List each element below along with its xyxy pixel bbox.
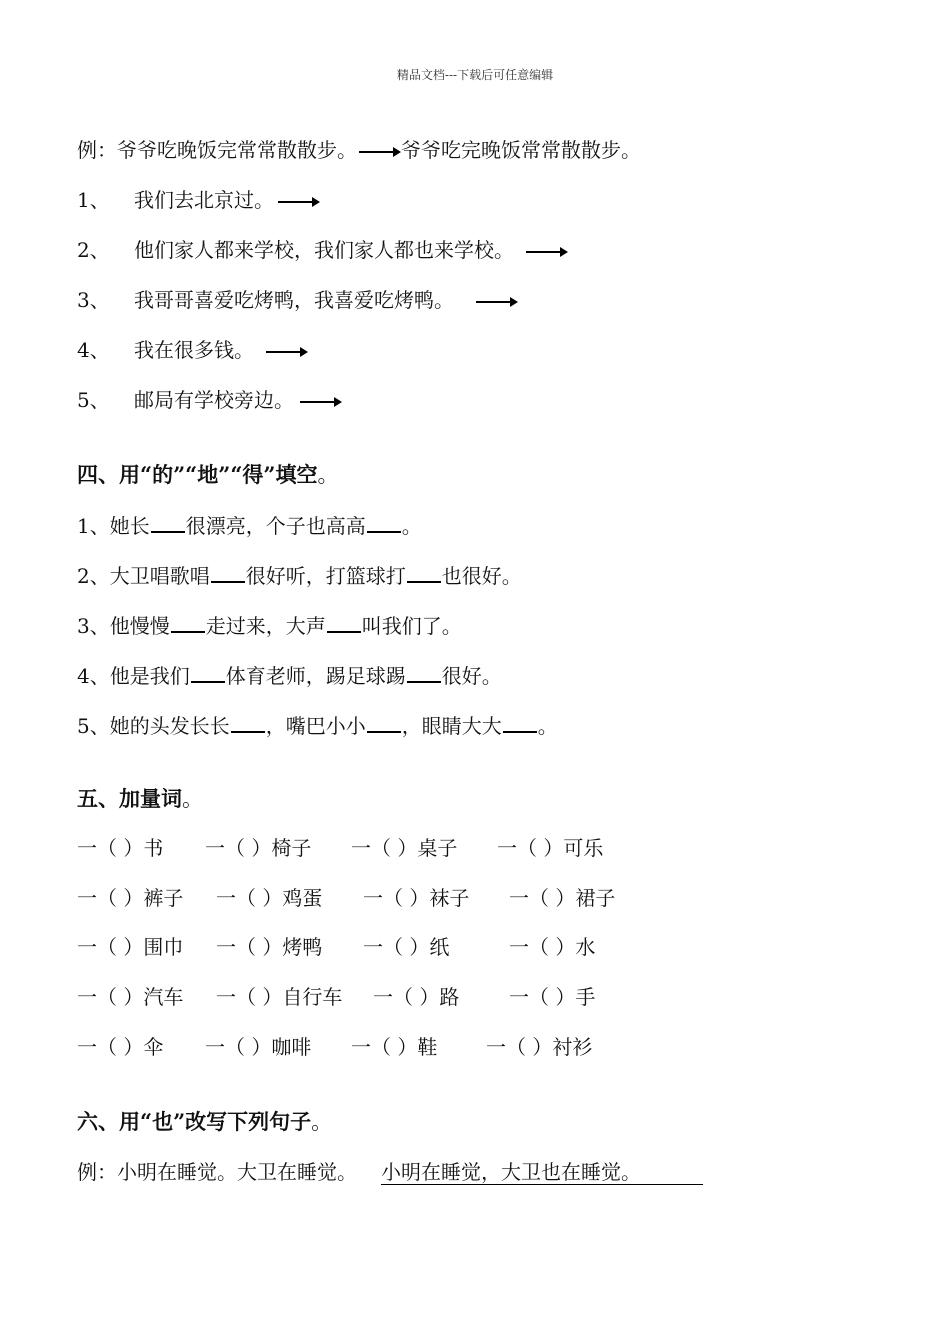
blank-line[interactable]	[367, 511, 401, 533]
text-part: 也很好。	[441, 564, 522, 588]
text-part: 很漂亮，个子也高高	[185, 514, 366, 538]
text-part: ，嘴巴小小	[265, 714, 366, 738]
example-prefix: 例：	[77, 138, 117, 162]
fill-blank-item	[77, 661, 502, 689]
example-answer: 小明在睡觉，大卫也在睡觉。	[381, 1160, 703, 1185]
item-number: 5、	[77, 388, 110, 412]
fill-blank-item	[77, 611, 462, 639]
correction-item	[77, 236, 566, 264]
correction-item	[77, 386, 340, 414]
measure-word-row	[77, 983, 595, 1011]
section-title-text: 五、加量词	[77, 786, 182, 811]
measure-word-item: 一（ ）水	[509, 935, 596, 959]
item-text: 邮局有学校旁边。	[134, 388, 294, 412]
blank-line[interactable]	[367, 711, 401, 733]
arrow-icon	[476, 301, 516, 303]
correction-item	[77, 336, 306, 364]
measure-word-item: 一（ ）裤子	[77, 886, 184, 910]
text-part: 很好听，打篮球打	[245, 564, 406, 588]
item-text: 我哥哥喜爱吃烤鸭，我喜爱吃烤鸭。	[134, 288, 454, 312]
measure-word-item: 一（ ）桌子	[351, 836, 458, 860]
example-corrected: 爷爷吃完晚饭常常散散步。	[401, 138, 641, 162]
text-part: 很好。	[441, 664, 502, 688]
arrow-icon	[300, 401, 340, 403]
fill-blank-item	[77, 511, 422, 539]
measure-word-row	[77, 1033, 592, 1061]
text-part: 体育老师，踢足球踢	[225, 664, 406, 688]
item-text: 我在很多钱。	[134, 338, 254, 362]
text-part: 3、他慢慢	[77, 614, 170, 638]
measure-word-item: 一（ ）纸	[363, 935, 450, 959]
blank-line[interactable]	[407, 661, 441, 683]
fill-blank-item	[77, 561, 522, 589]
measure-word-item: 一（ ）鞋	[351, 1035, 438, 1059]
measure-word-item: 一（ ）裙子	[509, 886, 616, 910]
blank-line[interactable]	[211, 561, 245, 583]
item-text: 我们去北京过。	[134, 188, 274, 212]
blank-line[interactable]	[171, 611, 205, 633]
blank-line[interactable]	[191, 661, 225, 683]
measure-word-item: 一（ ）咖啡	[205, 1035, 312, 1059]
page-header: 精品文档---下载后可任意编辑	[396, 68, 554, 82]
measure-word-item: 一（ ）书	[77, 836, 164, 860]
arrow-icon	[359, 151, 399, 153]
measure-word-row	[77, 933, 595, 961]
section-title-punct: 。	[317, 463, 339, 487]
arrow-icon	[526, 251, 566, 253]
fill-blank-item	[77, 711, 558, 739]
arrow-icon	[266, 351, 306, 353]
measure-word-item: 一（ ）袜子	[363, 886, 470, 910]
text-part: 5、她的头发长长	[77, 714, 230, 738]
measure-word-item: 一（ ）手	[509, 985, 596, 1009]
measure-word-item: 一（ ）围巾	[77, 935, 184, 959]
section-title	[77, 461, 338, 489]
item-text: 他们家人都来学校，我们家人都也来学校。	[134, 238, 514, 262]
example-original: 爷爷吃晚饭完常常散散步。	[117, 138, 357, 162]
item-number: 1、	[77, 188, 110, 212]
blank-line[interactable]	[503, 711, 537, 733]
section-title	[77, 1108, 332, 1136]
measure-word-item: 一（ ）伞	[77, 1035, 164, 1059]
example-question: 小明在睡觉。大卫在睡觉。	[117, 1160, 357, 1184]
measure-word-item: 一（ ）可乐	[497, 836, 604, 860]
arrow-icon	[278, 201, 318, 203]
blank-line[interactable]	[407, 561, 441, 583]
example-prefix: 例：	[77, 1160, 117, 1184]
item-number: 4、	[77, 338, 110, 362]
blank-line[interactable]	[231, 711, 265, 733]
section-title-punct: 。	[182, 787, 203, 811]
text-part: 4、他是我们	[77, 664, 190, 688]
measure-word-item: 一（ ）汽车	[77, 985, 184, 1009]
text-part: 1、她长	[77, 514, 150, 538]
measure-word-row	[77, 834, 603, 862]
measure-word-row	[77, 884, 615, 912]
measure-word-item: 一（ ）衬衫	[486, 1035, 593, 1059]
example-sentence	[77, 1158, 703, 1186]
text-part: 走过来，大声	[205, 614, 326, 638]
text-part: 。	[401, 514, 422, 538]
text-part: 。	[537, 714, 558, 738]
item-number: 3、	[77, 288, 110, 312]
correction-item	[77, 186, 318, 214]
measure-word-item: 一（ ）椅子	[205, 836, 312, 860]
section-title-text: 六、用“也”改写下列句子	[77, 1109, 312, 1134]
section-title-text: 四、用“的”“地”“得”填空	[77, 462, 318, 487]
blank-line[interactable]	[327, 611, 361, 633]
text-part: 2、大卫唱歌唱	[77, 564, 210, 588]
section-title	[77, 785, 203, 813]
measure-word-item: 一（ ）路	[373, 985, 460, 1009]
measure-word-item: 一（ ）烤鸭	[216, 935, 323, 959]
measure-word-item: 一（ ）鸡蛋	[216, 886, 323, 910]
text-part: 叫我们了。	[361, 614, 462, 638]
section-title-punct: 。	[311, 1110, 333, 1134]
blank-line[interactable]	[151, 511, 185, 533]
correction-item	[77, 286, 516, 314]
measure-word-item: 一（ ）自行车	[216, 985, 343, 1009]
example-sentence	[77, 136, 641, 164]
item-number: 2、	[77, 238, 110, 262]
text-part: ，眼睛大大	[401, 714, 502, 738]
